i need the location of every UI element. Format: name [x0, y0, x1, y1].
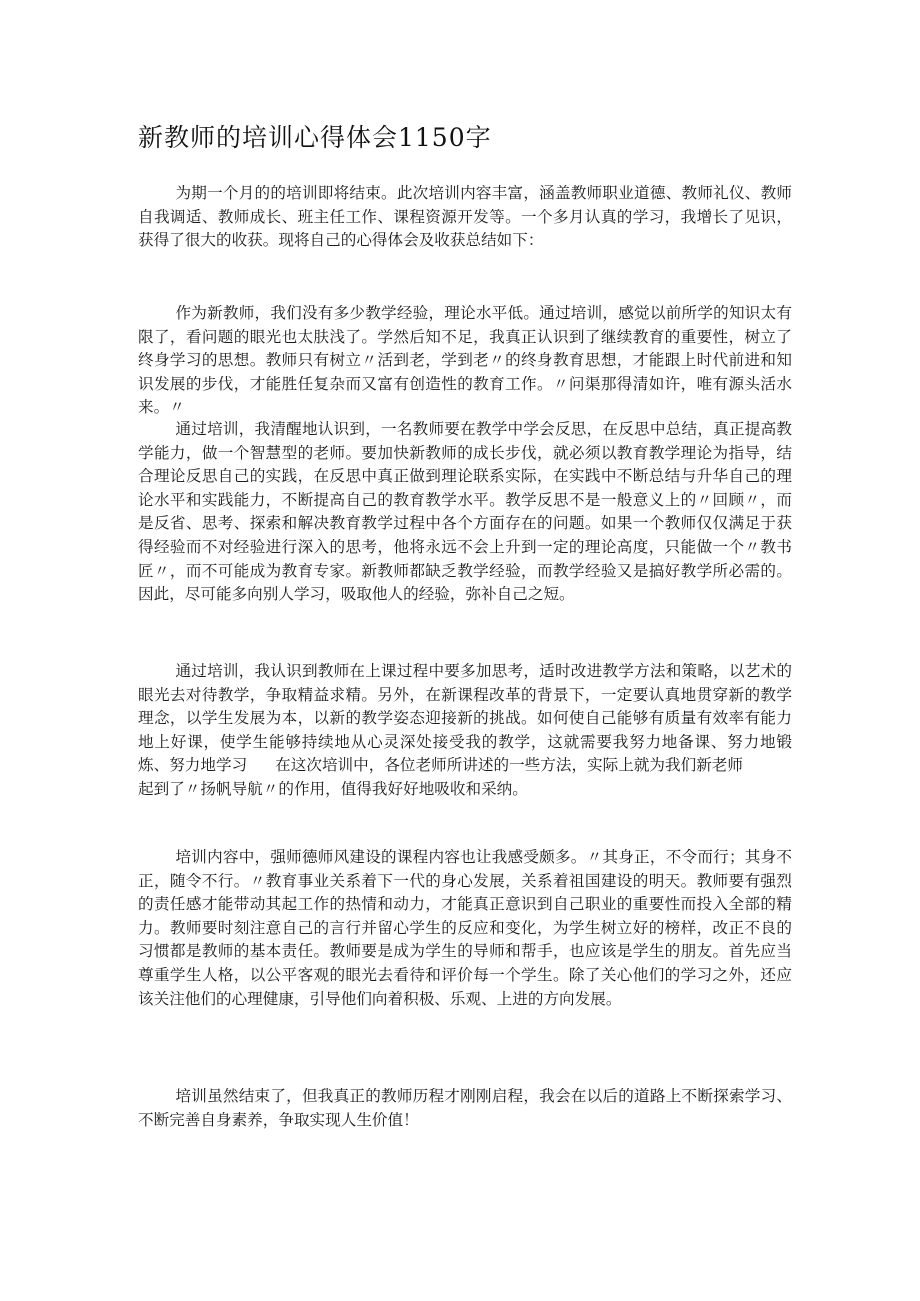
paragraph-teaching-methods-part-2: 在这次培训中，各位老师所讲述的一些方法，实际上就为我们新老师	[275, 756, 743, 775]
document-title: 新教师的培训心得体会1150字	[138, 123, 492, 152]
paragraph-reflection: 通过培训，我清醒地认识到，一名教师要在教学中学会反思，在反思中总结，真正提高教学能力，做一个智慧型的老师。要加快新教师的成长步伐，就必须以教育教学理论为指导，结合理论反思自己的实践，在反思中真正做到理论联系实际，在实践中不断总结与升华自己的理论水平和实践能力，不断提高自己的教育教学水平。教学反思不是一般意义上的〃回顾〃，而是反省、思考、探索和解决教育教学过程中各个方面存在的问题。如果一个教师仅仅满足于获得经验而不对经验进行深入的思考，他将永远不会上升到一定的理论高度，只能做一个〃教书匠〃，而不可能成为教育专家。新教师都缺乏教学经验，而教学经验又是搞好教学所必需的。因此，尽可能多向别人学习，吸取他人的经验，弥补自己之短。	[138, 420, 792, 604]
paragraph-teaching-methods-part-1: 通过培训，我认识到教师在上课过程中要多加思考，适时改进教学方法和策略，以艺术的眼光去对待教学，争取精益求精。另外，在新课程改革的背景下，一定要认真地贯穿新的教学理念，以学生发展为本，以新的教学姿态迎接新的挑战。如何使自己能够有质量有效率有能力地上好课，使学生能够持续地从心灵深处接受我的教学，这就需要我努力地备课、努力地锻炼、努力地学习	[138, 662, 792, 775]
paragraph-conclusion: 培训虽然结束了，但我真正的教师历程才刚刚启程，我会在以后的道路上不断探索学习、不断完善自身素养，争取实现人生价值！	[138, 1087, 792, 1129]
paragraph-teaching-methods	[138, 660, 792, 802]
paragraph-new-teacher: 作为新教师，我们没有多少教学经验，理论水平低。通过培训，感觉以前所学的知识太有限了，看问题的眼光也太肤浅了。学然后知不足，我真正认识到了继续教育的重要性，树立了终身学习的思想。教师只有树立〃活到老，学到老〃的终身教育思想，才能跟上时代前进和知识发展的步伐，才能胜任复杂而又富有创造性的教育工作。〃问渠那得清如许，唯有源头活水来。〃	[138, 304, 792, 417]
paragraph-intro: 为期一个月的的培训即将结束。此次培训内容丰富，涵盖教师职业道德、教师礼仪、教师自我调适、教师成长、班主任工作、课程资源开发等。一个多月认真的学习，我增长了见识，获得了很大的收获。现将自己的心得体会及收获总结如下：	[138, 184, 792, 250]
paragraph-teacher-ethics: 培训内容中，强师德师风建设的课程内容也让我感受颇多。〃其身正，不令而行；其身不正，随令不行。〃教育事业关系着下一代的身心发展，关系着祖国建设的明天。教师要有强烈的责任感才能带动其起工作的热情和动力，才能真正意识到自己职业的重要性而投入全部的精力。教师要时刻注意自己的言行并留心学生的反应和变化，为学生树立好的榜样，改正不良的习惯都是教师的基本责任。教师要是成为学生的导师和帮手，也应该是学生的朋友。首先应当尊重学生人格，以公平客观的眼光去看待和评价每一个学生。除了关心他们的学习之外，还应该关注他们的心理健康，引导他们向着积极、乐观、上进的方向发展。	[138, 848, 792, 1008]
paragraph-teaching-methods-part-3: 起到了〃扬帆导航〃的作用，值得我好好地吸收和采纳。	[138, 779, 528, 798]
